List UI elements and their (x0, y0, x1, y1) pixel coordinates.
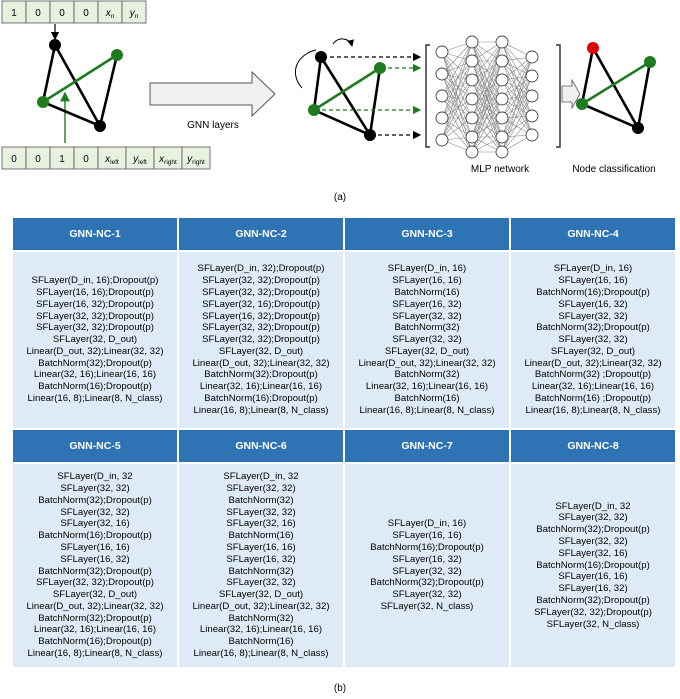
node-bottom-left (37, 96, 49, 108)
bottom-cell-2: 1 (59, 154, 65, 165)
layer-line: Linear(D_out, 32);Linear(32, 32) (358, 357, 496, 369)
bottom-input-vector (2, 147, 210, 169)
layer-line: BatchNorm(16);Dropout(p) (38, 381, 152, 393)
layer-line: BatchNorm(32);Dropout(p) (38, 612, 152, 624)
layer-line: SFLayer(32, 32) (392, 334, 462, 346)
output-node-classified (587, 42, 599, 54)
model-layers-cell (179, 464, 343, 667)
model-layers-cell (179, 252, 343, 428)
top-cell-2: 0 (59, 8, 65, 19)
layer-line: BatchNorm(32) ;Dropout(p) (534, 369, 652, 381)
model-layers-cell (345, 464, 509, 667)
mlp-neuron-layer-3 (496, 131, 508, 143)
mlp-neuron-layer-2 (466, 112, 478, 124)
layer-line: SFLayer(32, D_out) (52, 589, 138, 601)
layer-line: SFLayer(32, 32) (226, 506, 296, 518)
layer-line: BatchNorm(16) (394, 393, 460, 405)
layer-line: BatchNorm(16);Dropout(p) (38, 636, 152, 648)
layer-line: Linear(32, 16);Linear(16, 16) (199, 381, 323, 393)
layer-line: BatchNorm(16) (228, 530, 294, 542)
embed-node-top-right (374, 62, 386, 74)
model-header: GNN-NC-6 (179, 430, 343, 462)
layer-line: BatchNorm(16);Dropout(p) (536, 286, 650, 298)
layer-line: SFLayer(32, 32);Dropout(p) (202, 275, 320, 287)
layer-line: BatchNorm(32);Dropout(p) (370, 577, 484, 589)
model-layers-cell (13, 464, 177, 667)
mlp-neuron-layer-2 (466, 93, 478, 105)
layer-line: BatchNorm(16);Dropout(p) (370, 541, 484, 553)
layer-line: BatchNorm(32);Dropout(p) (38, 357, 152, 369)
layer-line: SFLayer(32, D_out) (218, 345, 304, 357)
mlp-neuron-layer-2 (466, 55, 478, 67)
layer-line: BatchNorm(32);Dropout(p) (536, 524, 650, 536)
layer-line: SFLayer(D_in, 32 (555, 500, 631, 512)
layer-line: SFLayer(16, 32) (226, 553, 296, 565)
layer-line: SFLayer(D_in, 32 (57, 471, 133, 483)
model-layers-cell (511, 464, 675, 667)
mlp-neuron-layer-3 (496, 112, 508, 124)
layer-line: Linear(16, 8);Linear(8, N_class) (193, 648, 329, 660)
layer-line: SFLayer(32, 32);Dropout(p) (202, 286, 320, 298)
mlp-neuron-layer-3 (496, 55, 508, 67)
model-header: GNN-NC-1 (13, 218, 177, 250)
layer-line: SFLayer(32, 32);Dropout(p) (36, 577, 154, 589)
layer-line: SFLayer(32, N_class) (380, 600, 474, 612)
model-header: GNN-NC-3 (345, 218, 509, 250)
layer-line: BatchNorm(16);Dropout(p) (38, 530, 152, 542)
layer-line: SFLayer(32, 32) (558, 310, 628, 322)
layer-line: SFLayer(16, 16) (558, 275, 628, 287)
model-header: GNN-NC-4 (511, 218, 675, 250)
node-top-right (111, 49, 123, 61)
mlp-neuron-layer-3 (496, 36, 508, 48)
mlp-neuron-layer-1 (436, 134, 448, 146)
layer-line: Linear(16, 8);Linear(8, N_class) (359, 404, 495, 416)
output-graph (576, 42, 656, 134)
model-header: GNN-NC-5 (13, 430, 177, 462)
caption-a: (a) (333, 192, 347, 203)
output-node-bottom-left (576, 98, 588, 110)
layer-line: SFLayer(16, 32) (558, 583, 628, 595)
gnn-layers-label: GNN layers (187, 120, 239, 131)
layer-line: SFLayer(16, 16) (392, 530, 462, 542)
layer-line: BatchNorm(16) (394, 286, 460, 298)
top-input-cells (2, 1, 146, 23)
layer-line: BatchNorm(32) (228, 494, 294, 506)
layer-line: SFLayer(16, 32);Dropout(p) (36, 298, 154, 310)
mlp-neuron-layer-2 (466, 131, 478, 143)
layer-line: Linear(D_out, 32);Linear(32, 32) (26, 345, 164, 357)
layer-line: SFLayer(D_in, 16) (387, 263, 467, 275)
layer-line: Linear(D_out, 32);Linear(32, 32) (26, 600, 164, 612)
mlp-neuron-layer-1 (436, 90, 448, 102)
layer-line: BatchNorm(16);Dropout(p) (204, 393, 318, 405)
layer-line: SFLayer(16, 16) (558, 571, 628, 583)
layer-line: SFLayer(32, 32) (558, 334, 628, 346)
node-top-left (49, 39, 61, 51)
architecture-table (13, 218, 677, 681)
mlp-neuron-layer-3 (496, 146, 508, 158)
layer-line: SFLayer(32, 32) (226, 577, 296, 589)
gnn-pipeline-diagram (0, 0, 680, 200)
layer-line: SFLayer(32, D_out) (52, 334, 138, 346)
bottom-cell-0: 0 (11, 154, 17, 165)
layer-line: BatchNorm(32) (394, 369, 460, 381)
layer-line: SFLayer(32, 16);Dropout(p) (202, 298, 320, 310)
layer-line: SFLayer(16, 16) (60, 541, 130, 553)
layer-line: SFLayer(32, 32) (392, 310, 462, 322)
layer-line: SFLayer(32, D_out) (218, 589, 304, 601)
mlp-left-bracket (426, 45, 430, 147)
embedded-graph (295, 39, 420, 141)
gnn-big-arrow (150, 72, 275, 131)
layer-line: BatchNorm(16) ;Dropout(p) (534, 393, 652, 405)
layer-line: SFLayer(D_in, 16);Dropout(p) (31, 275, 159, 287)
embed-node-bottom-left (308, 104, 320, 116)
layer-line: SFLayer(16, 32) (392, 553, 462, 565)
layer-line: BatchNorm(32);Dropout(p) (38, 565, 152, 577)
layer-line: Linear(32, 16);Linear(16, 16) (33, 624, 157, 636)
mlp-neuron-layer-2 (466, 146, 478, 158)
mlp-neuron-layer-2 (466, 74, 478, 86)
top-cell-yn: $y_n$ (129, 8, 139, 20)
layer-line: SFLayer(32, 32) (226, 482, 296, 494)
layer-line: SFLayer(16, 16) (226, 541, 296, 553)
layer-line: SFLayer(32, 16) (226, 518, 296, 530)
layer-line: SFLayer(32, N_class) (546, 618, 640, 630)
layer-line: Linear(16, 8);Linear(8, N_class) (193, 404, 329, 416)
top-cell-3: 0 (83, 8, 89, 19)
model-layers-cell (511, 252, 675, 428)
layer-line: SFLayer(16, 32) (392, 298, 462, 310)
layer-line: BatchNorm(16);Dropout(p) (536, 559, 650, 571)
top-cell-1: 0 (35, 8, 41, 19)
layer-line: SFLayer(32, 32) (558, 512, 628, 524)
layer-line: SFLayer(D_in, 32 (223, 471, 299, 483)
layer-line: SFLayer(32, 32) (392, 565, 462, 577)
input-graph (37, 24, 123, 143)
embed-node-bottom-right (364, 129, 376, 141)
bottom-cell-xleft: $x_{left}$ (105, 154, 119, 166)
mlp-neuron-layer-4 (526, 90, 538, 102)
bottom-cell-3: 0 (83, 154, 89, 165)
layer-line: Linear(16, 8);Linear(8, N_class) (27, 393, 163, 405)
layer-line: SFLayer(32, D_out) (550, 345, 636, 357)
layer-line: SFLayer(16, 32);Dropout(p) (202, 310, 320, 322)
top-cell-xn: $x_n$ (105, 8, 115, 20)
layer-line: SFLayer(32, 32);Dropout(p) (202, 334, 320, 346)
layer-line: SFLayer(32, 16) (60, 518, 130, 530)
layer-line: BatchNorm(16) (228, 636, 294, 648)
layer-line: Linear(32, 16);Linear(16, 16) (199, 624, 323, 636)
bottom-cell-xright: $x_{right}$ (159, 154, 177, 166)
top-cell-0: 1 (11, 8, 17, 19)
layer-line: BatchNorm(32);Dropout(p) (536, 322, 650, 334)
mlp-neuron-layer-4 (526, 70, 538, 82)
layer-line: BatchNorm(32) (394, 322, 460, 334)
layer-line: SFLayer(32, 32);Dropout(p) (36, 322, 154, 334)
layer-line: Linear(D_out, 32);Linear(32, 32) (524, 357, 662, 369)
mlp-neuron-layer-2 (466, 36, 478, 48)
layer-line: SFLayer(D_in, 16) (553, 263, 633, 275)
model-header: GNN-NC-2 (179, 218, 343, 250)
bottom-cell-1: 0 (35, 154, 41, 165)
layer-line: SFLayer(D_in, 16) (387, 518, 467, 530)
node-bottom-right (94, 120, 106, 132)
output-node-top-right (644, 56, 656, 68)
top-input-vector (2, 1, 146, 23)
mlp-network-label: MLP network (470, 164, 530, 175)
layer-line: SFLayer(32, 32) (392, 589, 462, 601)
mlp-neuron-layer-1 (436, 68, 448, 80)
layer-line: Linear(16, 8);Linear(8, N_class) (525, 404, 661, 416)
layer-line: SFLayer(16, 32) (558, 298, 628, 310)
layer-line: BatchNorm(32);Dropout(p) (536, 594, 650, 606)
bottom-cell-yleft: $y_{left}$ (133, 154, 147, 166)
caption-b: (b) (333, 683, 347, 694)
layer-line: SFLayer(32, D_out) (384, 345, 470, 357)
mlp-neuron-layer-1 (436, 112, 448, 124)
layer-line: BatchNorm(32);Dropout(p) (204, 369, 318, 381)
layer-line: SFLayer(32, 16) (558, 547, 628, 559)
layer-line: SFLayer(32, 32) (60, 482, 130, 494)
layer-line: Linear(32, 16);Linear(16, 16) (531, 381, 655, 393)
layer-line: Linear(D_out, 32);Linear(32, 32) (192, 600, 330, 612)
layer-line: Linear(32, 16);Linear(16, 16) (365, 381, 489, 393)
layer-line: Linear(32, 16);Linear(16, 16) (33, 369, 157, 381)
layer-line: SFLayer(32, 32);Dropout(p) (36, 310, 154, 322)
mlp-right-bracket (556, 45, 560, 147)
bottom-cell-yright: $y_{right}$ (187, 154, 205, 166)
model-header: GNN-NC-8 (511, 430, 675, 462)
output-node-bottom-right (632, 122, 644, 134)
mlp-neuron-layer-4 (526, 110, 538, 122)
layer-line: SFLayer(32, 32);Dropout(p) (202, 322, 320, 334)
model-header: GNN-NC-7 (345, 430, 509, 462)
mlp-neuron-layer-3 (496, 93, 508, 105)
layer-line: BatchNorm(32) (228, 612, 294, 624)
layer-line: Linear(16, 8);Linear(8, N_class) (27, 648, 163, 660)
layer-line: SFLayer(32, 32) (558, 536, 628, 547)
embed-node-top-left (315, 51, 327, 63)
layer-line: SFLayer(16, 16) (392, 275, 462, 287)
layer-line: SFLayer(32, 32) (60, 506, 130, 518)
mlp-neuron-layer-4 (526, 51, 538, 63)
mlp-neuron-layer-4 (526, 129, 538, 141)
layer-line: BatchNorm(32);Dropout(p) (38, 494, 152, 506)
layer-line: Linear(D_out, 32);Linear(32, 32) (192, 357, 330, 369)
layer-line: SFLayer(32, 32);Dropout(p) (534, 606, 652, 618)
model-layers-cell (345, 252, 509, 428)
model-layers-cell (13, 252, 177, 428)
layer-line: SFLayer(16, 32) (60, 553, 130, 565)
layer-line: SFLayer(D_in, 32);Dropout(p) (197, 263, 325, 275)
mlp-neuron-layer-1 (436, 46, 448, 58)
mlp-neuron-layer-3 (496, 74, 508, 86)
mlp-network (436, 36, 538, 158)
layer-line: BatchNorm(32) (228, 565, 294, 577)
layer-line: SFLayer(16, 16);Dropout(p) (36, 286, 154, 298)
node-classification-label: Node classification (572, 164, 656, 175)
